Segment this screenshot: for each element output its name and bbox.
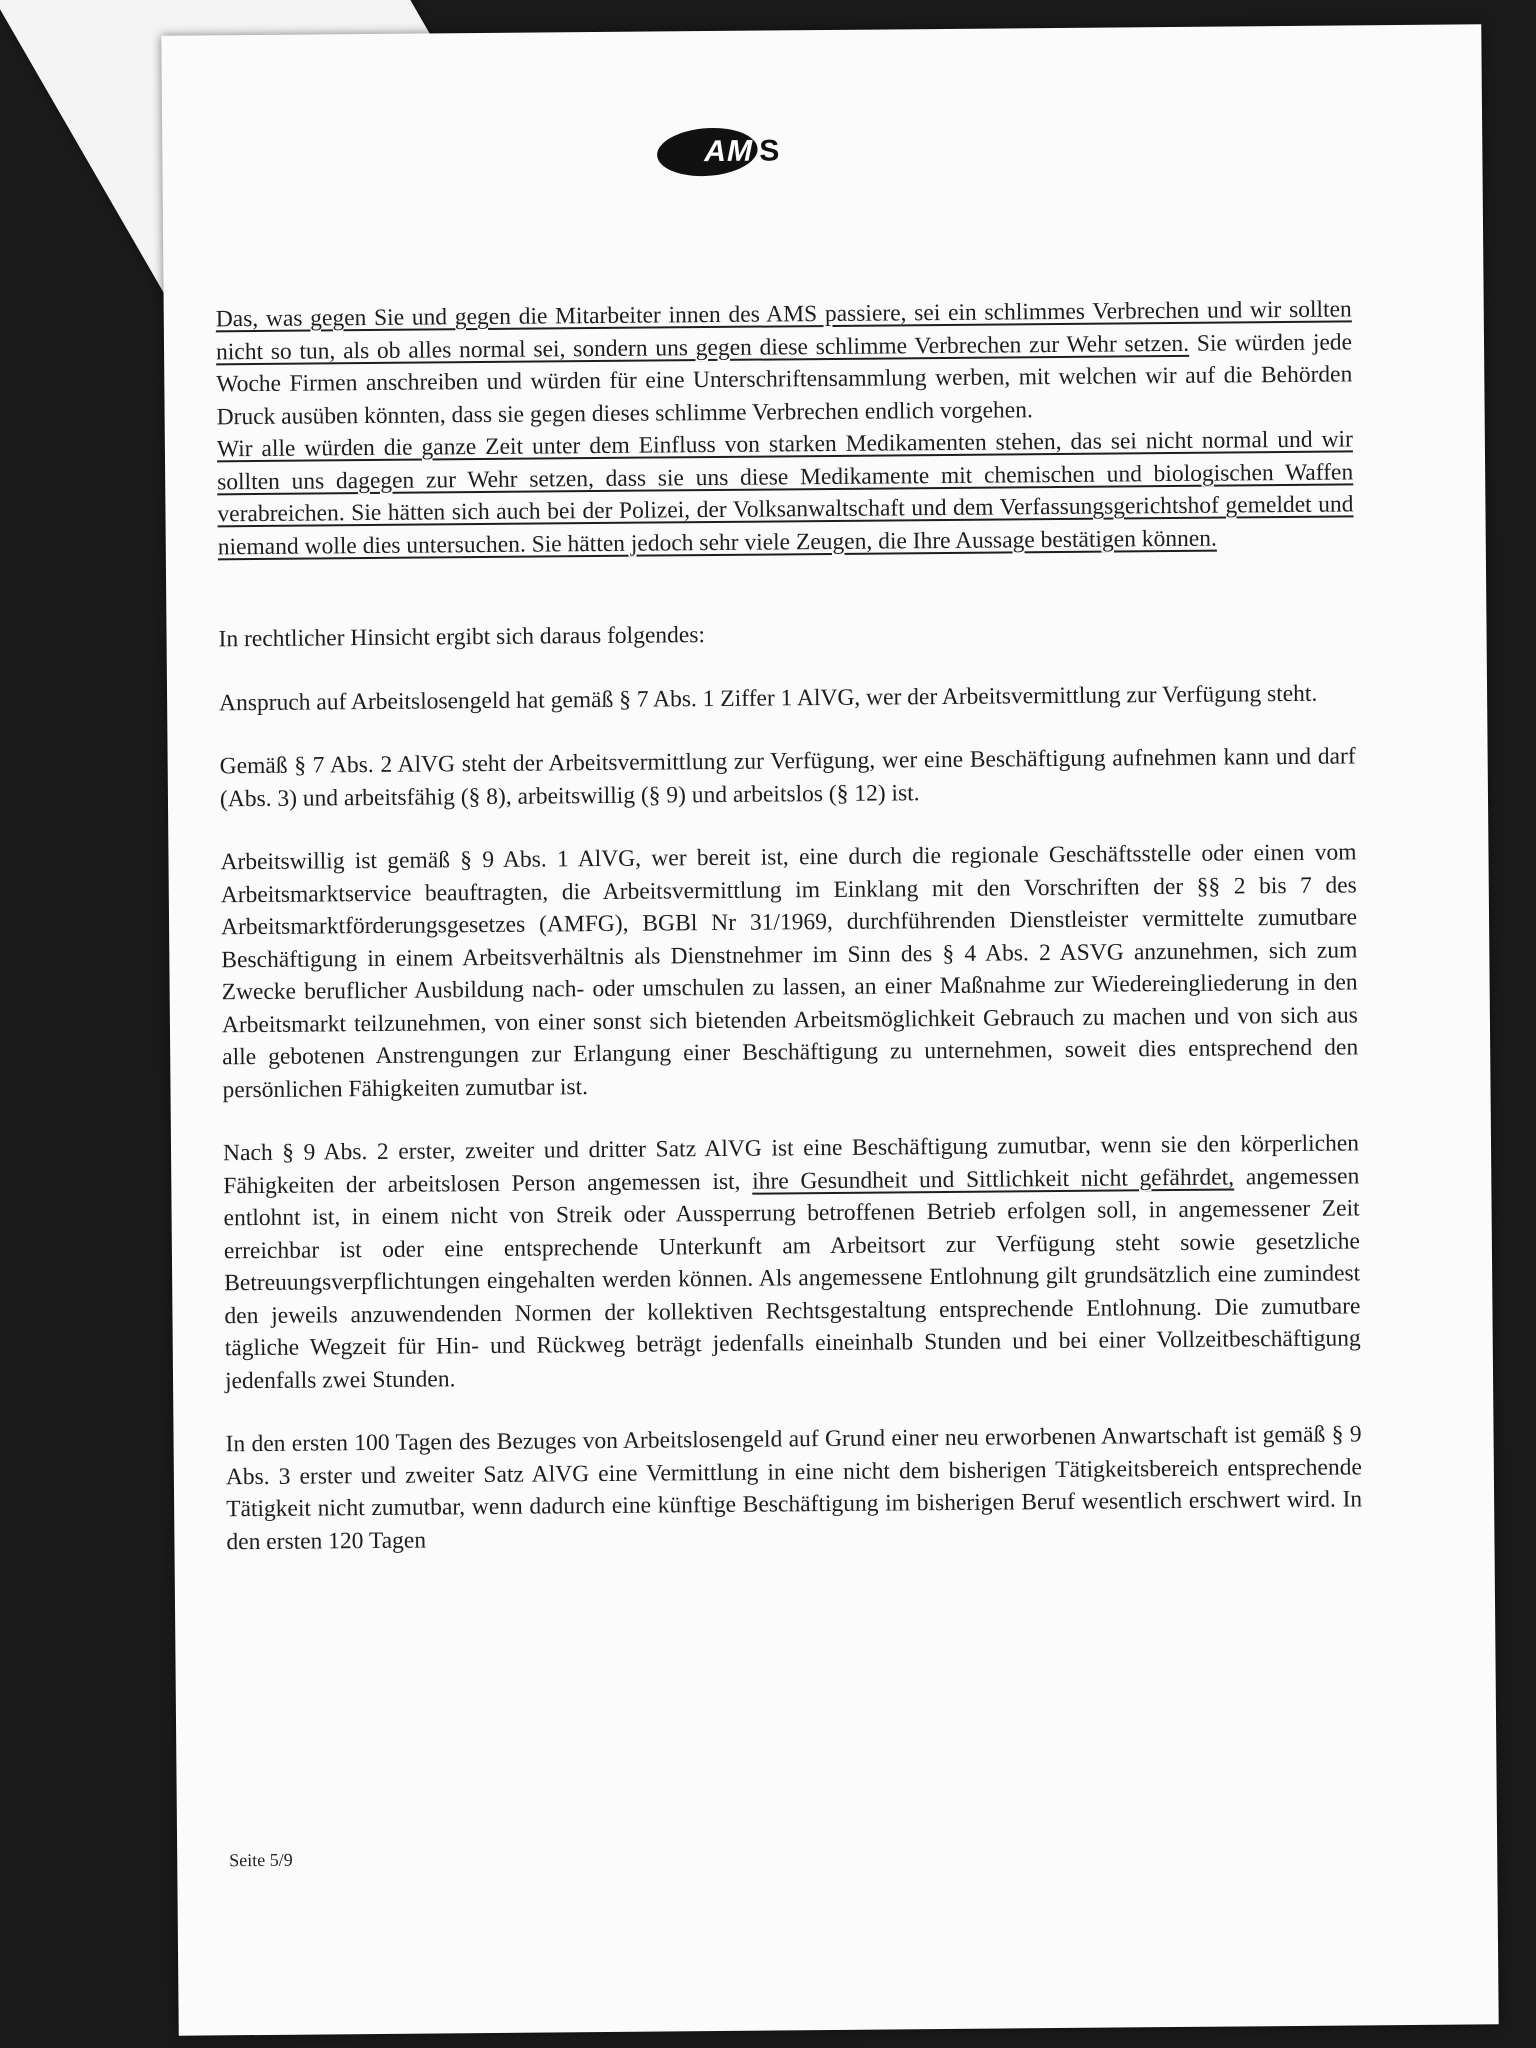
- paragraph-entitlement: Anspruch auf Arbeitslosengeld hat gemäß § 7 Abs. 1 Ziffer 1 AlVG, wer der Arbeitsvermittlung zur Verfügung steht.: [219, 680, 1318, 716]
- logo-text-right: S: [759, 134, 780, 168]
- paragraph-text: angemessen entlohnt ist, in einem nicht von Streik oder Aussperrung betroffenen Betrieb erfolgen soll, in angemessener Zeit erreichbar ist oder eine entsprechende Unterkunft am Arbeitsort zur Verfügung steht sowie gesetzliche Betreuungsverpflichtungen eingehalten werden können. Als angemessene Entlohnung gilt grundsätzlich eine zumindest den jeweils anzuwendenden Normen der kollektiven Rechtsgestaltung entsprechende Entlohnung. Die zumutbare tägliche Wegzeit für Hin- und Rückweg beträgt jedenfalls eineinhalb Stunden und bei einer Vollzeitbeschäftigung jedenfalls zwei Stunden.: [223, 1162, 1361, 1394]
- ams-logo: [657, 125, 797, 178]
- paragraph-willingness: Arbeitswillig ist gemäß § 9 Abs. 1 AlVG, wer bereit ist, eine durch die regionale Geschäftsstelle oder einen vom Arbeitsmarktservice beauftragten, die Arbeitsvermittlung im Einklang mit den Vorschriften der §§ 2 bis 7 des Arbeitsmarktförderungsgesetzes (AMFG), BGBl Nr 31/1969, durchführenden Dienstleister vermittelte zumutbare Beschäftigung in einem Arbeitsverhältnis als Dienstnehmer im Sinn des § 4 Abs. 2 ASVG anzunehmen, sich zum Zwecke beruflicher Ausbildung nach- oder umschulen zu lassen, an einer Maßnahme zur Wiedereingliederung in den Arbeitsmarkt teilzunehmen, von einer sonst sich bietenden Arbeitsmöglichkeit Gebrauch zu machen und von sich aus alle gebotenen Anstrengungen zur Erlangung einer Beschäftigung zu unternehmen, soweit dies entsprechend den persönlichen Fähigkeiten zumutbar ist.: [220, 839, 1359, 1103]
- paragraph-first-100-days: In den ersten 100 Tagen des Bezuges von Arbeitslosengeld auf Grund einer neu erworbenen Anwartschaft ist gemäß § 9 Abs. 3 erster und zweiter Satz AlVG eine Vermittlung in eine nicht dem bisherigen Tätigkeitsbereich entsprechende Tätigkeit nicht zumutbar, wenn dadurch eine künftige Beschäftigung im bisherigen Beruf wesentlich erschwert wird. In den ersten 120 Tagen: [225, 1421, 1363, 1555]
- paragraph-text: Nach § 9 Abs. 2 erster, zweiter und dritter Satz AlVG ist eine Beschäftigung zumutbar, wenn sie den körperlichen Fähigkeiten der arbeitslosen Person angemessen ist,: [222, 1130, 1360, 1199]
- document-body: [216, 293, 1363, 1589]
- paragraph-statement-2: [217, 423, 1354, 563]
- page-number: Seite 5/9: [229, 1849, 293, 1871]
- paragraph-availability: Gemäß § 7 Abs. 2 AlVG steht der Arbeitsvermittlung zur Verfügung, wer eine Beschäftigung aufnehmen kann und darf (Abs. 3) und arbeitsfähig (§ 8), arbeitswillig (§ 9) und arbeitslos (§ 12) ist.: [219, 743, 1356, 812]
- underlined-passage: Wir alle würden die ganze Zeit unter dem Einfluss von starken Medikamenten stehen, das sei nicht normal und wir sollten uns dagegen zur Wehr setzen, dass sie uns diese Medikamente mit chemischen und biologischen Waffen verabreichen. Sie hätten sich auch bei der Polizei, der Volksanwaltschaft und dem Verfassungsgerichtshof gemeldet und niemand wolle dies untersuchen. Sie hätten jedoch sehr viele Zeugen, die Ihre Aussage bestätigen können.: [216, 426, 1354, 560]
- underlined-passage: Das, was gegen Sie und gegen die Mitarbeiter innen des AMS passiere, sei ein schlimmes Verbrechen und wir sollten nicht so tun, als ob alles normal sei, sondern uns gegen diese schlimme Verbrechen zur Wehr setzen.: [215, 296, 1352, 365]
- paragraph-legal-intro: In rechtlicher Hinsicht ergibt sich daraus folgendes:: [218, 622, 706, 653]
- paragraph-text: Sie würden jede Woche Firmen anschreiben und würden für eine Unterschriftensammlung werben, mit welchen wir auf die Behörden Druck ausüben könnten, dass sie gegen dieses schlimme Verbrechen endlich vorgehen.: [216, 328, 1353, 430]
- logo-text-left: AM: [701, 134, 757, 169]
- logo-ellipse: [652, 128, 762, 177]
- document-page: [161, 24, 1498, 2035]
- paragraph-reasonableness: [223, 1127, 1361, 1397]
- paragraph-statement-1: [216, 293, 1353, 433]
- underlined-passage: ihre Gesundheit und Sittlichkeit nicht gefährdet,: [752, 1163, 1235, 1195]
